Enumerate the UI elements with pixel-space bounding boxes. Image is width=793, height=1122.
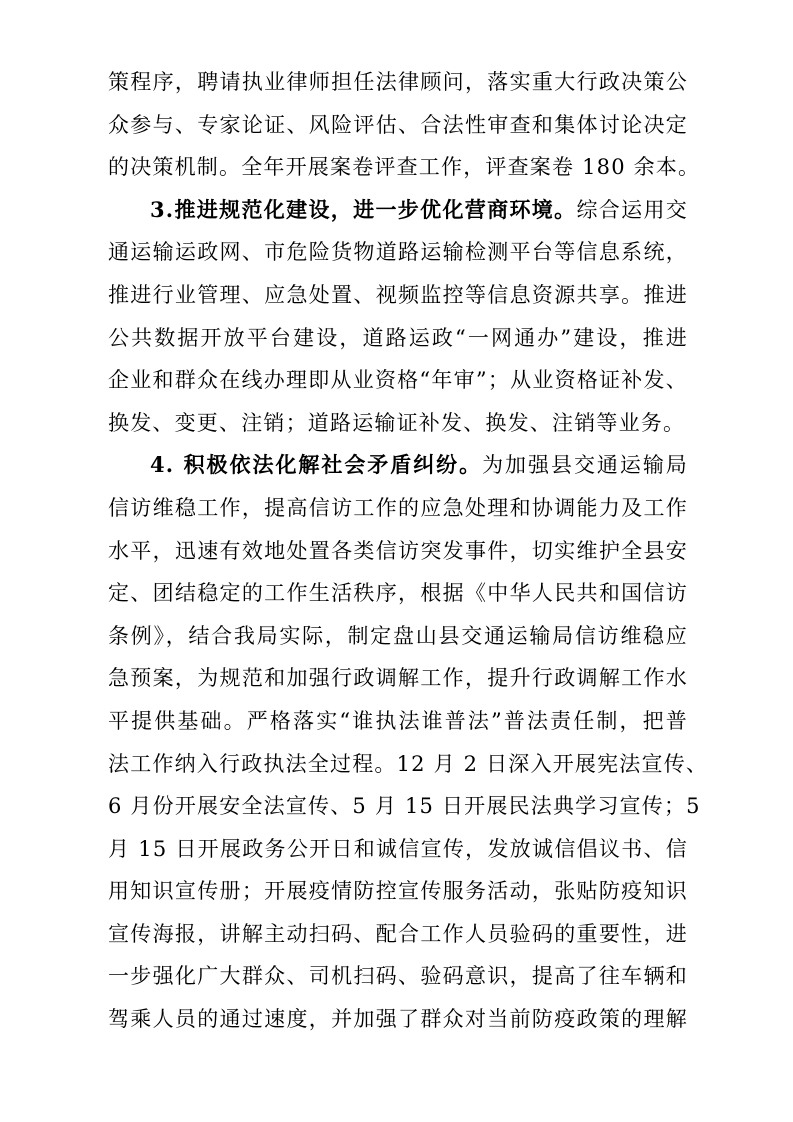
text-line: 急预案，为规范和加强行政调解工作，提升行政调解工作水 [108, 666, 688, 691]
text-line: 宣传海报，讲解主动扫码、配合工作人员验码的重要性，进 [108, 921, 688, 946]
text-line: 公共数据开放平台建设，道路运政“一网通办”建设，推进 [108, 325, 688, 350]
text-run: 为加强县交通运输局 [482, 453, 688, 478]
text-line: 众参与、专家论证、风险评估、合法性审查和集体讨论决定 [108, 112, 688, 137]
document-page [108, 61, 709, 1041]
paragraph-standardization [108, 189, 688, 445]
text-line: 6 月份开展安全法宣传、5 月 15 日开展民法典学习宣传；5 [108, 794, 701, 819]
text-run: 综合运用交 [576, 197, 689, 222]
text-line: 通运输运政网、市危险货物道路运输检测平台等信息系统， [108, 240, 688, 265]
paragraph-first-line [108, 189, 688, 232]
text-line: 推进行业管理、应急处置、视频监控等信息资源共享。推进 [108, 282, 688, 307]
text-line: 定、团结稳定的工作生活秩序，根据《中华人民共和国信访 [108, 581, 688, 606]
text-line: 水平，迅速有效地处置各类信访突发事件，切实维护全县安 [108, 538, 688, 563]
text-line: 月 15 日开展政务公开日和诚信宣传，发放诚信倡议书、信 [108, 836, 688, 861]
section-heading: 3.推进规范化建设，进一步优化营商环境。 [150, 196, 577, 222]
text-line: 驾乘人员的通过速度，并加强了群众对当前防疫政策的理解 [108, 1007, 688, 1032]
text-line: 用知识宣传册；开展疫情防控宣传服务活动，张贴防疫知识 [108, 879, 688, 904]
section-heading: 4. 积极依法化解社会矛盾纠纷。 [150, 452, 483, 478]
text-line: 信访维稳工作，提高信访工作的应急处理和协调能力及工作 [108, 495, 688, 520]
text-line: 策程序，聘请执业律师担任法律顾问，落实重大行政决策公 [108, 70, 688, 94]
text-line: 企业和群众在线办理即从业资格“年审”；从业资格证补发、 [108, 368, 688, 393]
paragraph-decision-procedure [108, 61, 701, 189]
paragraph-first-line [108, 444, 688, 487]
text-line: 平提供基础。严格落实“谁执法谁普法”普法责任制，把普 [108, 708, 688, 733]
text-line: 法工作纳入行政执法全过程。12 月 2 日深入开展宪法宣传、 [108, 751, 709, 776]
text-line: 的决策机制。全年开展案卷评查工作，评查案卷 180 余本。 [108, 155, 701, 180]
text-line: 换发、变更、注销；道路运输证补发、换发、注销等业务。 [108, 410, 686, 435]
text-line: 一步强化广大群众、司机扫码、验码意识，提高了往车辆和 [108, 964, 688, 989]
paragraph-dispute-resolution [108, 444, 709, 1040]
text-line: 条例》，结合我局实际，制定盘山县交通运输局信访维稳应 [108, 623, 688, 648]
